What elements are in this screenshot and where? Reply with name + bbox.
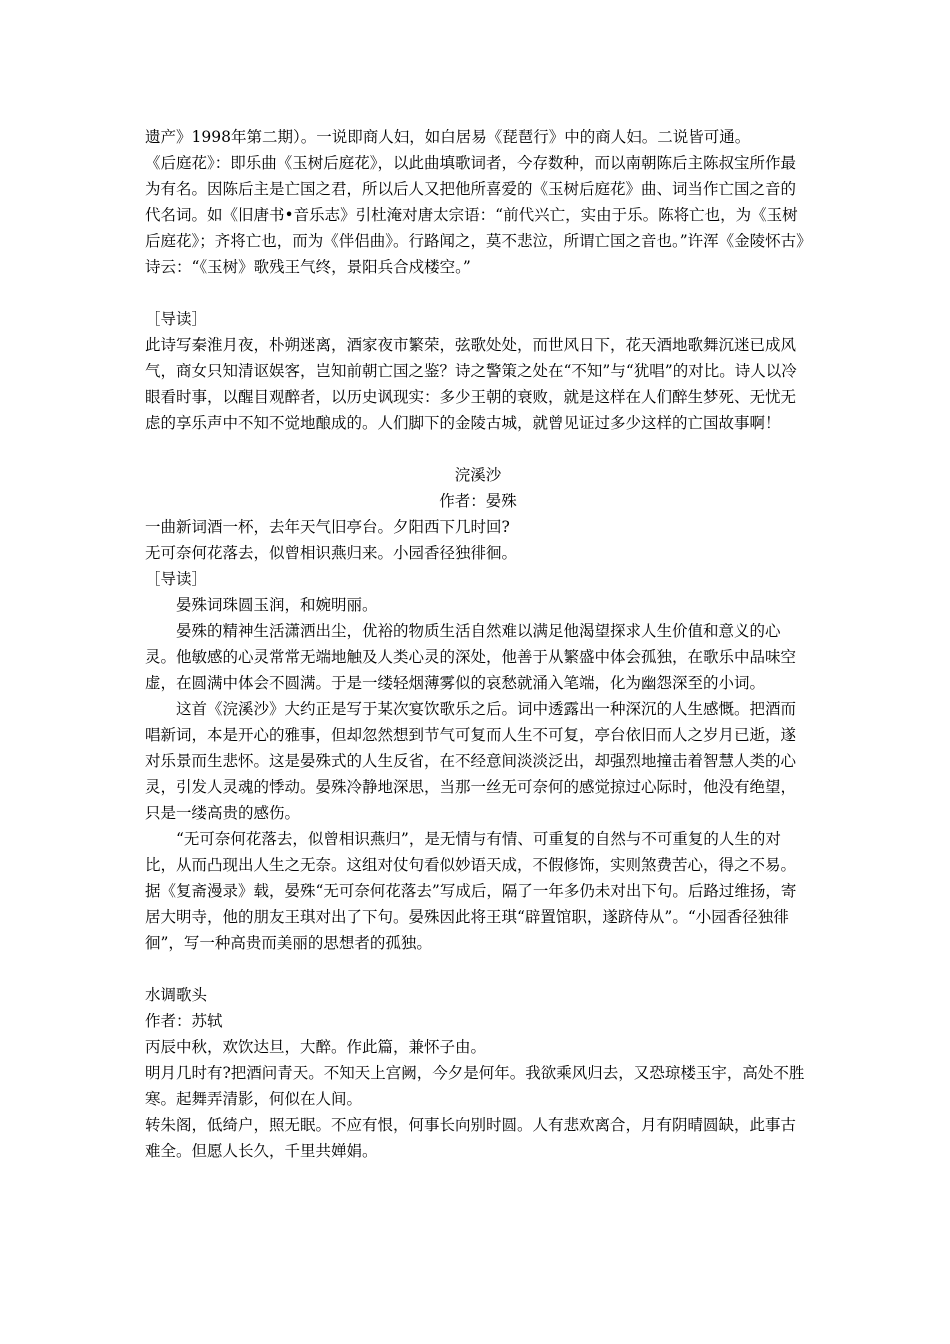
guide-label: ［导读］ — [145, 570, 208, 588]
poem-author: 作者：苏轼 — [145, 1012, 223, 1030]
spacer — [145, 280, 811, 306]
poem-line: 无可奈何花落去，似曾相识燕归来。小园香径独徘徊。 — [145, 544, 518, 562]
spacer — [145, 436, 811, 462]
poem-title: 浣溪沙 — [454, 466, 502, 484]
document-body — [145, 124, 811, 1164]
note-paragraph-houtinghua: 《后庭花》：即乐曲《玉树后庭花》，以此曲填歌词者，今存数种，而以南朝陈后主陈叔宝所作最为有名。因陈后主是亡国之君，所以后人又把他所喜爱的《玉树后庭花》曲、词当作亡国之音的代名词。如《旧唐书•音乐志》引杜淹对唐太宗语：“前代兴亡，实由于乐。陈将亡也，为《玉树后庭花》；齐将亡也，而为《伴侣曲》。行路闻之，莫不悲泣，所谓亡国之音也。”许浑《金陵怀古》诗云：“《玉树》歌残王气终，景阳兵合戍楼空。” — [145, 154, 804, 276]
guide-paragraph: 晏殊的精神生活潇洒出尘，优裕的物质生活自然难以满足他渴望探求人生价值和意义的心灵。他敏感的心灵常常无端地触及人类心灵的深处，他善于从繁盛中体会孤独，在歌乐中品味空虚，在圆满中体会不圆满。于是一缕轻烟薄雾似的哀愁就涌入笔端，化为幽怨深至的小词。 — [145, 622, 797, 692]
spacer — [145, 956, 811, 982]
poem-preface: 丙辰中秋，欢饮达旦，大醉。作此篇，兼怀子由。 — [145, 1038, 487, 1056]
guide-label: ［导读］ — [145, 310, 208, 328]
poem-line: 明月几时有?把酒问青天。不知天上宫阙，今夕是何年。我欲乘风归去，又恐琼楼玉宇，高处不胜寒。起舞弄清影，何似在人间。 — [145, 1064, 805, 1108]
note-paragraph: 遗产》1998年第二期）。一说即商人妇，如白居易《琵琶行》中的商人妇。二说皆可通。 — [145, 128, 751, 146]
guide-paragraph: “无可奈何花落去，似曾相识燕归”，是无情与有情、可重复的自然与不可重复的人生的对比，从而凸现出人生之无奈。这组对仗句看似妙语天成，不假修饰，实则煞费苦心，得之不易。据《复斋漫录》载，晏殊“无可奈何花落去”写成后，隔了一年多仍未对出下句。后路过维扬，寄居大明寺，他的朋友王琪对出了下句。晏殊因此将王琪“辟置馆职，遂跻侍从”。“小园香径独徘徊”，写一种高贵而美丽的思想者的孤独。 — [145, 830, 797, 952]
poem-line: 转朱阁，低绮户，照无眠。不应有恨，何事长向别时圆。人有悲欢离合，月有阴晴圆缺，此事古难全。但愿人长久，千里共婵娟。 — [145, 1116, 797, 1160]
guide-paragraph: 晏殊词珠圆玉润，和婉明丽。 — [176, 596, 378, 614]
poem-author: 作者：晏殊 — [439, 492, 517, 510]
guide-paragraph: 这首《浣溪沙》大约正是写于某次宴饮歌乐之后。词中透露出一种深沉的人生感慨。把酒而唱新词，本是开心的雅事，但却忽然想到节气可复而人生不可复，亭台依旧而人之岁月已逝，遂对乐景而生悲怀。这是晏殊式的人生反省，在不经意间淡淡泛出，却强烈地撞击着智慧人类的心灵，引发人灵魂的悸动。晏殊冷静地深思，当那一丝无可奈何的感觉掠过心际时，他没有绝望，只是一缕高贵的感伤。 — [145, 700, 797, 822]
poem-title: 水调歌头 — [145, 986, 208, 1004]
poem-line: 一曲新词酒一杯，去年天气旧亭台。夕阳西下几时回? — [145, 518, 510, 536]
guide-text: 此诗写秦淮月夜，朴朔迷离，酒家夜市繁荣，弦歌处处，而世风日下，花天酒地歌舞沉迷已成风气，商女只知清讴娱客，岂知前朝亡国之鉴？诗之警策之处在“不知”与“犹唱”的对比。诗人以冷眼看时事，以醒目观醉者，以历史讽现实：多少王朝的衰败，就是这样在人们醉生梦死、无忧无虑的享乐声中不知不觉地酿成的。人们脚下的金陵古城，就曾见证过多少这样的亡国故事啊！ — [145, 336, 797, 432]
